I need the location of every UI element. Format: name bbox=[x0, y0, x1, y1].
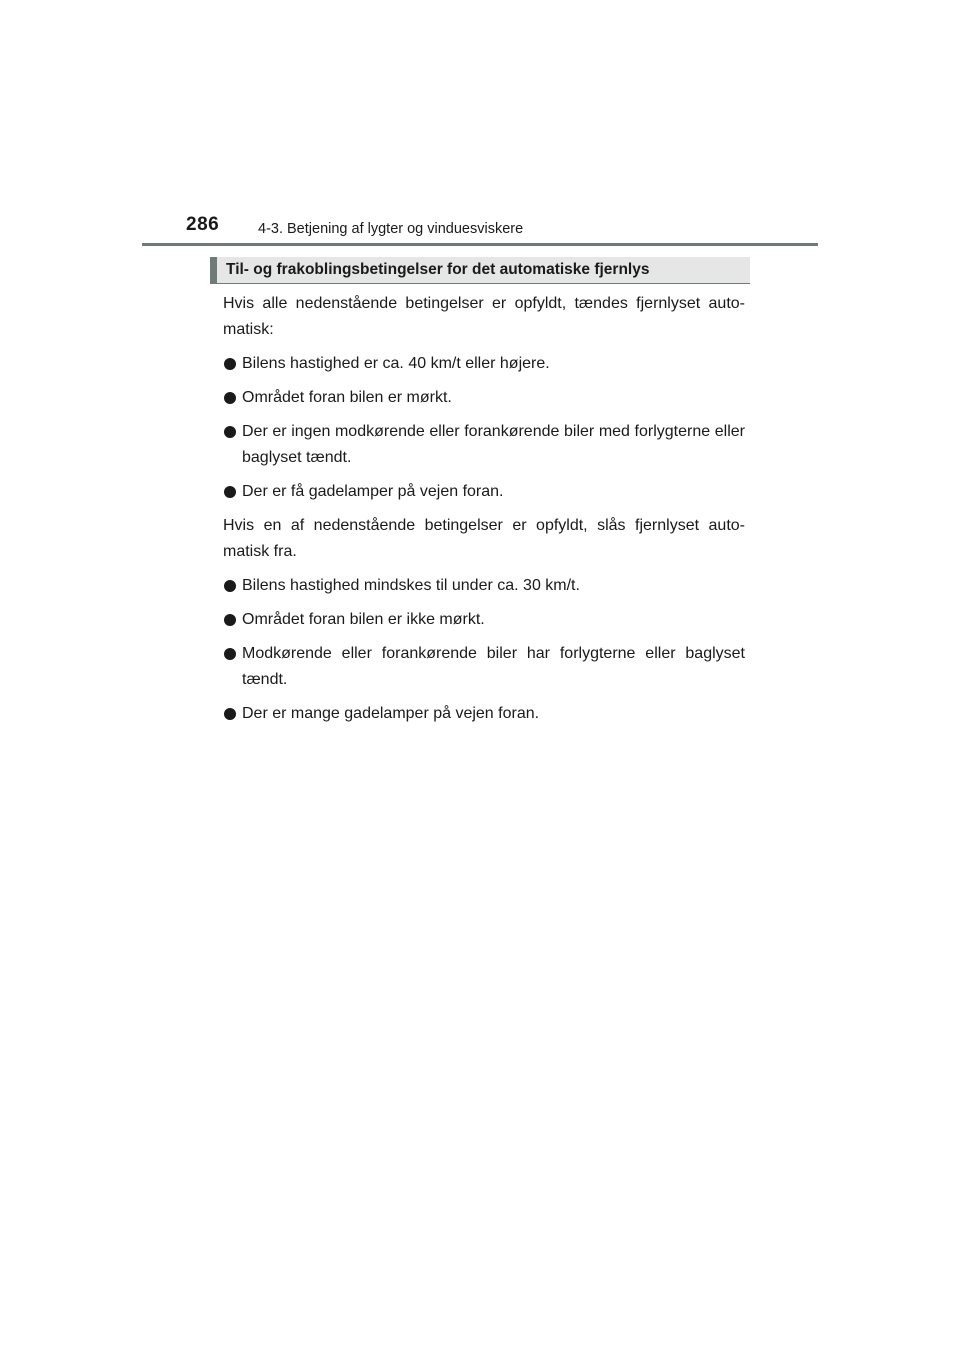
bullet-icon bbox=[224, 580, 236, 592]
section-heading bbox=[210, 257, 750, 284]
list-item bbox=[223, 385, 745, 411]
bullet-icon bbox=[224, 708, 236, 720]
list-item-text: Der er ingen modkørende eller forankørende biler med forlygterne eller baglyset tændt. bbox=[242, 423, 745, 466]
list-item-text: Bilens hastighed er ca. 40 km/t eller højere. bbox=[242, 355, 550, 372]
bullet-icon bbox=[224, 648, 236, 660]
list-item bbox=[223, 419, 745, 471]
list-item-text: Området foran bilen er mørkt. bbox=[242, 389, 452, 406]
list-item-text: Der er få gadelamper på vejen foran. bbox=[242, 483, 504, 500]
page-number: 286 bbox=[186, 214, 220, 235]
list-item-text: Modkørende eller forankørende biler har forlygterne eller baglyset tændt. bbox=[242, 645, 745, 688]
chapter-title: 4-3. Betjening af lygter og vinduesviskere bbox=[258, 221, 524, 237]
intro-on-paragraph: Hvis alle nedenstående betingelser er opfyldt, tændes fjernlyset auto-matisk: bbox=[223, 295, 745, 338]
bullet-icon bbox=[224, 392, 236, 404]
list-item-text: Der er mange gadelamper på vejen foran. bbox=[242, 705, 540, 722]
list-item bbox=[223, 351, 745, 377]
list-item bbox=[223, 641, 745, 693]
section-heading-label: Til- og frakoblingsbetingelser for det automatiske fjernlys bbox=[226, 261, 650, 278]
intro-off-paragraph: Hvis en af nedenstående betingelser er opfyldt, slås fjernlyset auto-matisk fra. bbox=[223, 517, 745, 560]
bullet-icon bbox=[224, 426, 236, 438]
list-item bbox=[223, 701, 745, 727]
list-item bbox=[223, 607, 745, 633]
bullet-icon bbox=[224, 614, 236, 626]
list-item bbox=[223, 573, 745, 599]
bullet-icon bbox=[224, 358, 236, 370]
bullet-icon bbox=[224, 486, 236, 498]
heading-accent-bar bbox=[210, 257, 217, 283]
list-item bbox=[223, 479, 745, 505]
section-body bbox=[223, 291, 745, 735]
list-item-text: Bilens hastighed mindskes til under ca. 30 km/t. bbox=[242, 577, 580, 594]
header-rule bbox=[142, 243, 818, 246]
list-item-text: Området foran bilen er ikke mørkt. bbox=[242, 611, 485, 628]
